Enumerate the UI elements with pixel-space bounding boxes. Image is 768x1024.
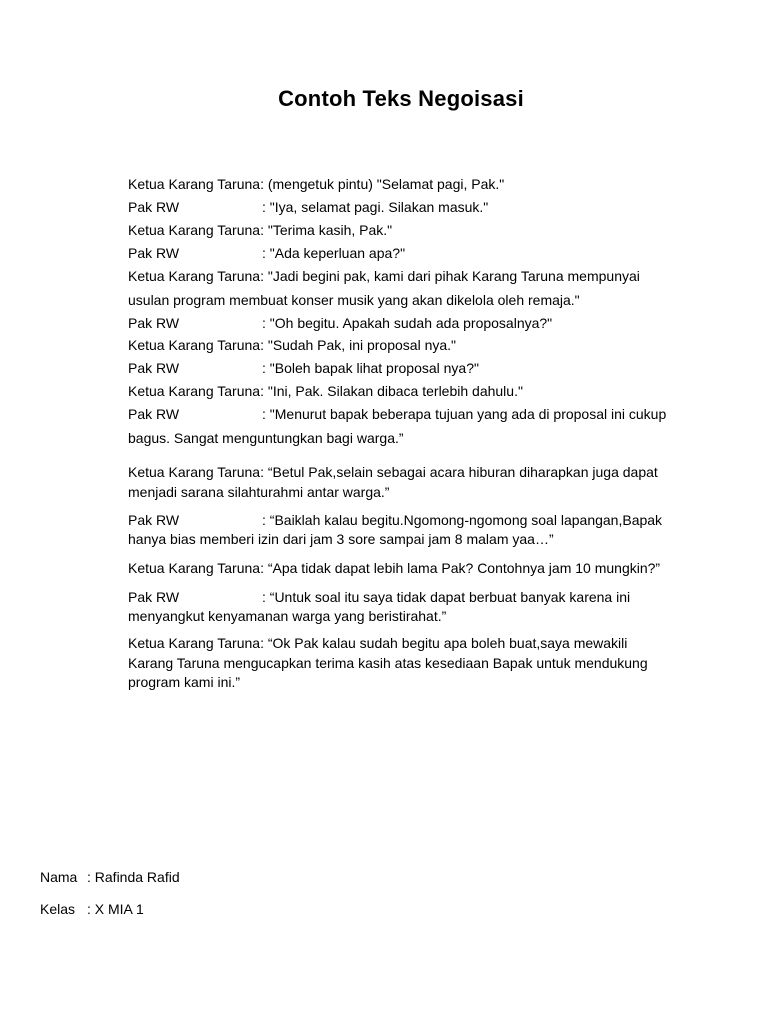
speaker-label: Pak RW	[128, 245, 180, 261]
dialogue-text: Ketua Karang Taruna: "Terima kasih, Pak."	[128, 222, 393, 238]
dialogue-text: : "Menurut bapak beberapa tujuan yang ada di proposal ini cukup	[262, 406, 667, 422]
dialogue-text: : "Iya, selamat pagi. Silakan masuk."	[262, 199, 489, 215]
speaker-label: Pak RW	[128, 199, 180, 215]
dialogue-line	[128, 176, 504, 192]
name-value: : Rafinda Rafid	[87, 869, 180, 885]
dialogue-line	[128, 589, 630, 605]
dialogue-text: : “Untuk soal itu saya tidak dapat berbuat banyak karena ini	[262, 589, 631, 605]
dialogue-line	[128, 635, 627, 651]
dialogue-text: : “Baiklah kalau begitu.Ngomong-ngomong soal lapangan,Bapak	[262, 512, 663, 528]
dialogue-text: Ketua Karang Taruna: “Ok Pak kalau sudah begitu apa boleh buat,saya mewakili	[128, 635, 628, 651]
speaker-label: Pak RW	[128, 315, 180, 331]
dialogue-line	[128, 245, 405, 261]
dialogue-line	[128, 464, 658, 480]
dialogue-line	[128, 560, 660, 576]
dialogue-line	[128, 655, 648, 671]
dialogue-text: program kami ini.”	[128, 674, 241, 690]
dialogue-line	[128, 512, 662, 528]
dialogue-line	[128, 292, 580, 308]
dialogue-text: Karang Taruna mengucapkan terima kasih atas kesediaan Bapak untuk mendukung	[128, 655, 648, 671]
dialogue-text: bagus. Sangat menguntungkan bagi warga.”	[128, 430, 404, 446]
dialogue-text: Ketua Karang Taruna: "Ini, Pak. Silakan dibaca terlebih dahulu."	[128, 383, 523, 399]
dialogue-text: Ketua Karang Taruna: “Apa tidak dapat lebih lama Pak? Contohnya jam 10 mungkin?”	[128, 560, 661, 576]
dialogue-text: Ketua Karang Taruna: "Jadi begini pak, kami dari pihak Karang Taruna mempunyai	[128, 268, 640, 284]
dialogue-line	[128, 406, 666, 422]
dialogue-line	[128, 360, 479, 376]
dialogue-line	[128, 222, 392, 238]
class-value: : X MIA 1	[87, 901, 144, 917]
dialogue-line	[128, 268, 640, 284]
dialogue-line	[128, 430, 404, 446]
dialogue-line	[128, 199, 488, 215]
dialogue-line	[128, 484, 389, 500]
dialogue-text: menjadi sarana silahturahmi antar warga.”	[128, 484, 390, 500]
dialogue-line	[128, 383, 523, 399]
dialogue-text: menyangkut kenyamanan warga yang beristirahat.”	[128, 608, 447, 624]
dialogue-line	[128, 531, 554, 547]
footer-class	[40, 901, 144, 917]
dialogue-text: hanya bias memberi izin dari jam 3 sore sampai jam 8 malam yaa…”	[128, 531, 554, 547]
dialogue-text: Ketua Karang Taruna: "Sudah Pak, ini proposal nya."	[128, 337, 457, 353]
document-title: Contoh Teks Negoisasi	[278, 86, 524, 111]
dialogue-text: : "Ada keperluan apa?"	[262, 245, 406, 261]
dialogue-line	[128, 674, 240, 690]
dialogue-line	[128, 337, 456, 353]
dialogue-line	[128, 315, 552, 331]
dialogue-text: usulan program membuat konser musik yang akan dikelola oleh remaja."	[128, 292, 580, 308]
class-label: Kelas	[40, 901, 76, 917]
dialogue-text: : "Oh begitu. Apakah sudah ada proposalnya?"	[262, 315, 553, 331]
dialogue-line	[128, 608, 446, 624]
dialogue-text: : "Boleh bapak lihat proposal nya?"	[262, 360, 479, 376]
speaker-label: Pak RW	[128, 406, 180, 422]
speaker-label: Pak RW	[128, 512, 180, 528]
speaker-label: Pak RW	[128, 360, 180, 376]
dialogue-text: Ketua Karang Taruna: “Betul Pak,selain sebagai acara hiburan diharapkan juga dapat	[128, 464, 658, 480]
name-label: Nama	[40, 869, 78, 885]
speaker-label: Pak RW	[128, 589, 180, 605]
dialogue-text: Ketua Karang Taruna: (mengetuk pintu) "Selamat pagi, Pak."	[128, 176, 505, 192]
footer-name	[40, 869, 180, 885]
